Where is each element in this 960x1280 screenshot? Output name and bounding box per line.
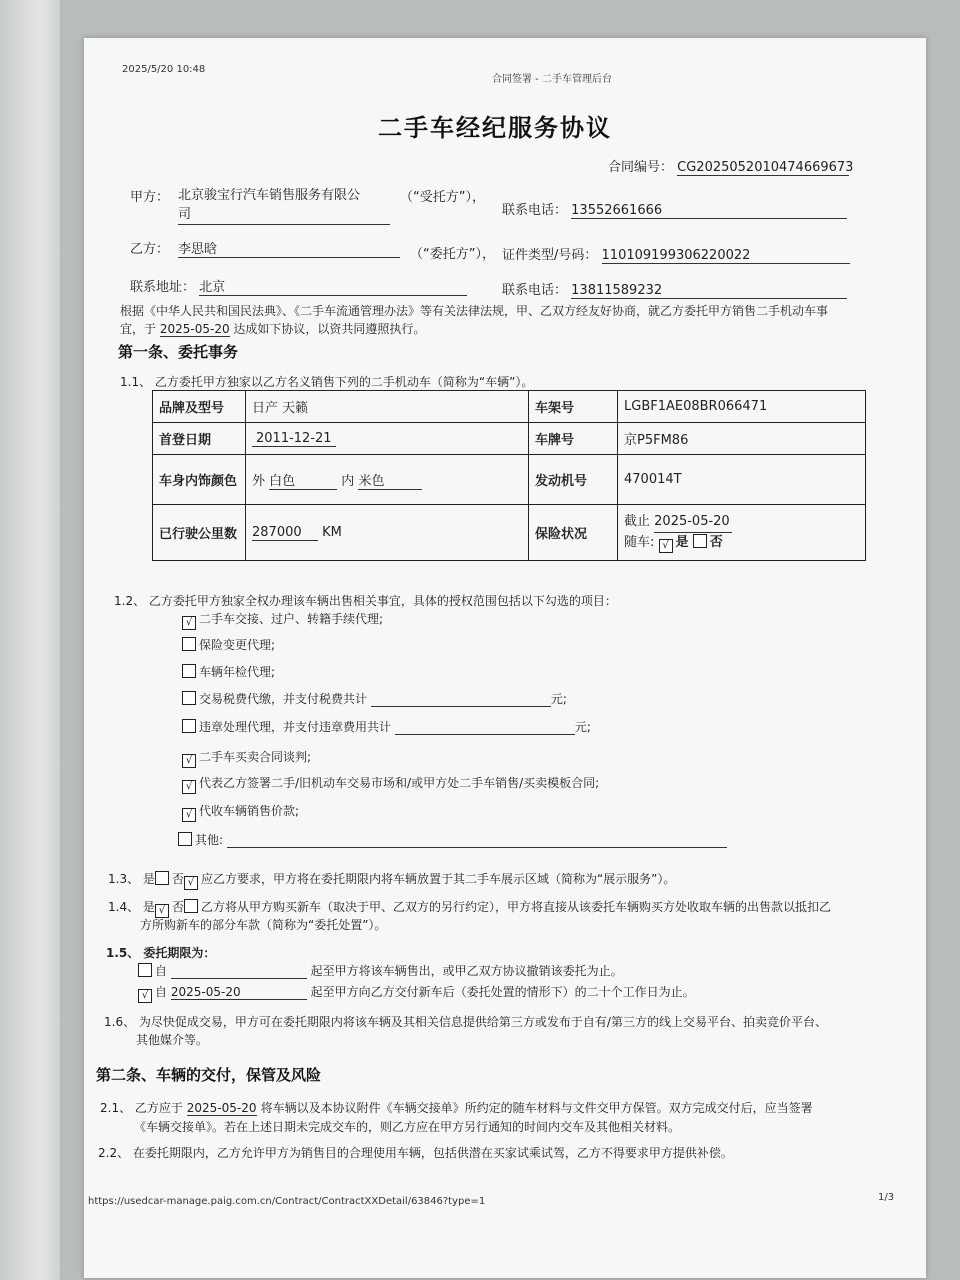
insurance-with-car [624, 533, 859, 553]
auth-item-label-2: 车辆年检代理; [199, 665, 276, 679]
auth-item-3 [182, 690, 567, 707]
mileage-unit: KM [322, 524, 342, 540]
clause-1-4 [108, 898, 831, 918]
insurance-cell [618, 505, 866, 561]
party-a-phone-label: 联系电话： [502, 203, 568, 218]
clause-1-3-yes-label: 是 [142, 872, 155, 886]
clause-1-6 [104, 1013, 827, 1030]
with-car-label: 随车: [624, 535, 655, 550]
auth-item-label-7: 代收车辆销售价款; [199, 804, 300, 818]
background-desk [0, 0, 60, 1280]
with-car-yes-checkbox[interactable]: √ [659, 539, 673, 553]
intro-date: 2025-05-20 [159, 322, 230, 336]
article-2-title: 第二条、车辆的交付，保管及风险 [96, 1066, 322, 1084]
clause-2-1-date: 2025-05-20 [186, 1101, 257, 1115]
auth-item-0 [182, 610, 383, 630]
party-a-name-line1: 北京骏宝行汽车销售服务有限公 [178, 188, 361, 203]
insurance-until-label: 截止 [624, 514, 651, 529]
clause-1-4-no-checkbox[interactable] [184, 899, 198, 913]
clause-1-5-title: 1.5、 委托期限为： [106, 946, 216, 960]
auth-item-label-5: 二手车买卖合同谈判; [199, 750, 312, 764]
ext-color-value: 白色 [269, 470, 337, 490]
auth-checkbox-0[interactable]: √ [182, 616, 196, 630]
clause-1-3-num: 1.3、 [108, 872, 140, 886]
auth-checkbox-4[interactable] [182, 719, 196, 733]
term-option-2-text: 起至甲方向乙方交付新车后（委托处置的情形下）的二十个工作日为止。 [310, 985, 695, 999]
table-row [153, 423, 866, 455]
auth-checkbox-1[interactable] [182, 637, 196, 651]
auth-item-6 [182, 774, 599, 794]
auth-item-suffix-4: 元; [574, 720, 591, 734]
brand-label: 品牌及型号 [153, 391, 246, 423]
violation-amount-field[interactable] [395, 720, 575, 735]
contract-number-label: 合同编号： [608, 160, 674, 175]
clause-2-2-text: 在委托期限内，乙方允许甲方为销售目的合理使用车辆，包括供潜在买家试乘试驾，乙方不得要求甲方提供补偿。 [132, 1146, 733, 1160]
int-color-value: 米色 [358, 470, 422, 490]
color-cell [246, 455, 529, 505]
term-option-2-checkbox[interactable]: √ [138, 989, 152, 1003]
contract-page [84, 38, 926, 1278]
clause-1-6-text-1: 为尽快促成交易，甲方可在委托期限内将该车辆及其相关信息提供给第三方或发布于自有/第三方的线上交易平台、拍卖竞价平台、 [138, 1015, 827, 1029]
clause-2-1-text-1: 将车辆以及本协议附件《车辆交接单》所约定的随车材料与文件交甲方保管。双方完成交付后，应当签署 [260, 1101, 813, 1115]
term-option-1-date[interactable] [171, 964, 307, 979]
auth-checkbox-3[interactable] [182, 691, 196, 705]
plate-value: 京P5FM86 [618, 423, 866, 455]
auth-item-label-3: 交易税费代缴，并支付税费共计 [199, 692, 368, 706]
reg-date-value: 2011-12-21 [252, 431, 336, 447]
party-b-address-value: 北京 [199, 276, 467, 296]
party-b-phone-value: 13811589232 [571, 283, 847, 299]
color-label: 车身内饰颜色 [153, 455, 246, 505]
with-car-yes-label: 是 [675, 535, 689, 550]
int-color-label: 内 [341, 473, 355, 489]
party-b-name-value: 李思晗 [178, 238, 400, 258]
plate-label: 车牌号 [529, 423, 618, 455]
clause-2-1-num: 2.1、 [100, 1101, 132, 1115]
party-b-label: 乙方： [130, 242, 170, 257]
insurance-until-value: 2025-05-20 [654, 512, 732, 533]
with-car-no-label: 否 [709, 535, 723, 550]
contract-number-value: CG2025052010474669673 [677, 160, 854, 175]
with-car-no-checkbox[interactable] [693, 534, 707, 548]
intro-line-1: 根据《中华人民共和国民法典》、《二手车流通管理办法》等有关法律法规，甲、乙双方经友好协商，就乙方委托甲方销售二手机动车事 [120, 304, 829, 318]
party-a-name [178, 186, 390, 225]
term-option-1-text: 起至甲方将该车辆售出，或甲乙双方协议撤销该委托为止。 [310, 964, 623, 978]
contract-number [608, 156, 854, 176]
term-option-2-date: 2025-05-20 [171, 985, 307, 1000]
clause-1-3-yes-checkbox[interactable] [155, 871, 169, 885]
clause-1-2-intro: 1.2、 乙方委托甲方独家全权办理该车辆出售相关事宜，具体的授权范围包括以下勾选的项目： [114, 594, 617, 608]
party-a-role: （“受托方”）， [400, 190, 485, 205]
party-b-id [502, 244, 850, 264]
party-b-phone [502, 279, 847, 299]
ext-color-label: 外 [252, 473, 266, 489]
article-1-title: 第一条、委托事务 [118, 343, 239, 361]
vehicle-table [152, 390, 866, 561]
auth-checkbox-6[interactable]: √ [182, 780, 196, 794]
mileage-cell [246, 505, 529, 561]
intro-suffix: 达成如下协议，以资共同遵照执行。 [233, 322, 426, 336]
auth-item-label-8: 其他: [195, 833, 224, 847]
auth-item-label-4: 违章处理代理，并支付违章费用共计 [199, 720, 392, 734]
auth-checkbox-8[interactable] [178, 832, 192, 846]
auth-item-2 [182, 663, 275, 680]
mileage-value: 287000 [252, 525, 318, 541]
term-option-2 [138, 983, 695, 1003]
party-b-role: （“委托方”）， [410, 247, 495, 262]
print-page-title: 合同签署 - 二手车管理后台 [492, 74, 612, 85]
clause-1-3-no-label: 否 [171, 872, 184, 886]
clause-1-4-yes-label: 是 [142, 900, 155, 914]
tax-amount-field[interactable] [371, 692, 551, 707]
term-option-1-checkbox[interactable] [138, 963, 152, 977]
auth-item-label-6: 代表乙方签署二手/旧机动车交易市场和/或甲方处二手车销售/买卖模板合同; [199, 776, 600, 790]
auth-item-suffix-3: 元; [550, 692, 567, 706]
auth-checkbox-5[interactable]: √ [182, 754, 196, 768]
vin-label: 车架号 [529, 391, 618, 423]
clause-1-4-num: 1.4、 [108, 900, 140, 914]
term-option-1 [138, 962, 623, 979]
auth-checkbox-2[interactable] [182, 664, 196, 678]
other-field[interactable] [227, 833, 727, 848]
clause-2-1 [100, 1099, 813, 1116]
engine-value: 470014T [618, 455, 866, 505]
clause-2-2-num: 2.2、 [98, 1146, 130, 1160]
vin-value: LGBF1AE08BR066471 [618, 391, 866, 423]
print-url: https://usedcar-manage.paig.com.cn/Contract/ContractXXDetail/63846?type=1 [88, 1196, 486, 1207]
clause-1-3-no-checkbox[interactable]: √ [184, 876, 198, 890]
clause-1-4-no-label: 否 [171, 900, 184, 914]
clause-2-1-text-2: 《车辆交接单》。若在上述日期未完成交车的，则乙方应在甲方另行通知的时间内交车及其他相关材料。 [134, 1120, 681, 1134]
party-b-name [178, 238, 400, 258]
party-b-role-text: （“委托方”） [410, 247, 482, 262]
party-b-phone-label: 联系电话： [502, 283, 568, 298]
insurance-label: 保险状况 [529, 505, 618, 561]
reg-date-label: 首登日期 [153, 423, 246, 455]
party-a-label: 甲方： [130, 190, 170, 205]
print-datetime: 2025/5/20 10:48 [122, 64, 206, 75]
auth-item-8 [178, 831, 727, 848]
page-number: 1/3 [878, 1192, 895, 1203]
auth-item-label-1: 保险变更代理; [199, 638, 276, 652]
clause-1-4-text-2: 方所购新车的部分车款（简称为“委托处置”）。 [140, 918, 387, 932]
document-title: 二手车经纪服务协议 [378, 114, 612, 142]
intro-prefix: 宜，于 [120, 322, 157, 336]
auth-item-5 [182, 748, 311, 768]
party-a-name-line2: 司 [178, 207, 192, 222]
auth-checkbox-7[interactable]: √ [182, 808, 196, 822]
clause-1-4-text-1: 乙方将从甲方购买新车（取决于甲、乙双方的另行约定），甲方将直接从该委托车辆购买方处收取车辆的出售款以抵扣乙 [200, 900, 831, 914]
intro-line-2 [120, 320, 425, 337]
clause-1-4-yes-checkbox[interactable]: √ [155, 904, 169, 918]
table-row [153, 455, 866, 505]
auth-item-7 [182, 802, 299, 822]
clause-1-6-text-2: 其他媒介等。 [136, 1033, 209, 1047]
engine-label: 发动机号 [529, 455, 618, 505]
table-row [153, 391, 866, 423]
clause-1-1: 1.1、 乙方委托甲方独家以乙方名义销售下列的二手机动车（简称为“车辆”）。 [120, 375, 534, 389]
party-b-address-label: 联系地址： [130, 280, 196, 295]
auth-item-label-0: 二手车交接、过户、转籍手续代理; [199, 612, 384, 626]
party-b-address [130, 276, 467, 296]
table-row [153, 505, 866, 561]
party-a-phone [502, 199, 847, 219]
brand-value: 日产 天籁 [246, 391, 529, 423]
reg-date-cell [246, 423, 529, 455]
clause-2-2 [98, 1144, 733, 1161]
auth-item-1 [182, 636, 275, 653]
clause-1-6-num: 1.6、 [104, 1015, 136, 1029]
party-a-phone-value: 13552661666 [571, 203, 847, 219]
clause-1-3-text: 应乙方要求，甲方将在委托期限内将车辆放置于其二手车展示区域（简称为“展示服务”）。 [200, 872, 676, 886]
party-b-id-label: 证件类型/号码： [502, 248, 598, 263]
term-option-1-from: 自 [155, 964, 168, 978]
clause-2-1-prefix: 乙方应于 [134, 1101, 183, 1115]
mileage-label: 已行驶公里数 [153, 505, 246, 561]
party-a-role-text: （“受托方”） [400, 190, 472, 205]
clause-1-3 [108, 870, 675, 890]
term-option-2-from: 自 [155, 985, 168, 999]
insurance-until [624, 512, 859, 533]
party-b-id-value: 110109199306220022 [602, 248, 850, 264]
auth-item-4 [182, 718, 591, 735]
